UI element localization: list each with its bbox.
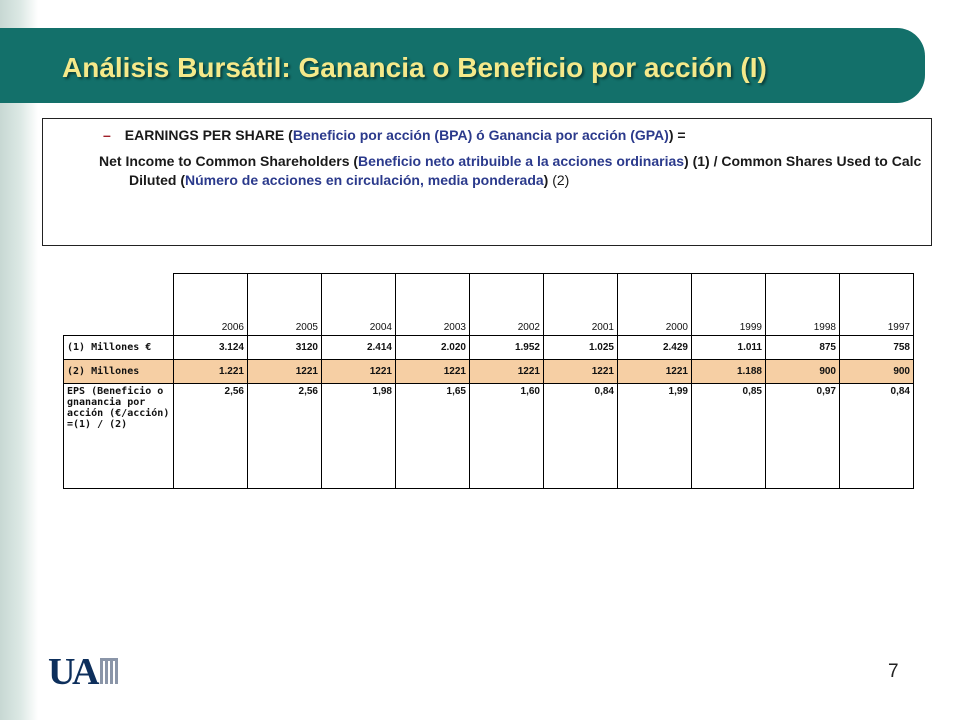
row-label: (1) Millones €	[64, 335, 174, 359]
table-cell: 0,84	[544, 384, 618, 489]
table-cell: 2.429	[618, 335, 692, 359]
table-cell: 1221	[618, 359, 692, 383]
table-row-highlighted	[64, 359, 914, 383]
table-cell: 1.025	[544, 335, 618, 359]
table-cell: 1,98	[322, 384, 396, 489]
shares-ref: (2)	[548, 172, 570, 188]
table-cell: 1.952	[470, 335, 544, 359]
year-header: 1998	[766, 274, 840, 336]
year-header: 2000	[618, 274, 692, 336]
table-header-row	[64, 274, 914, 336]
table-cell: 3.124	[174, 335, 248, 359]
shares-translation: Número de acciones en circulación, media ponderada	[185, 172, 544, 188]
eps-translation: Beneficio por acción (BPA) ó Ganancia por acción (GPA)	[292, 127, 669, 143]
year-header: 2005	[248, 274, 322, 336]
row-label: EPS (Beneficio o gnanancia por acción (€/acción) =(1) / (2)	[64, 384, 174, 489]
table-cell: 1221	[322, 359, 396, 383]
table-cell: 1221	[396, 359, 470, 383]
table-cell: 1221	[248, 359, 322, 383]
uam-logo	[48, 650, 124, 690]
year-header: 2001	[544, 274, 618, 336]
table-cell: 758	[840, 335, 914, 359]
eps-term: EARNINGS PER SHARE (	[124, 127, 293, 143]
svg-text:A: A	[72, 651, 100, 690]
table-cell: 1.011	[692, 335, 766, 359]
table-cell: 1.221	[174, 359, 248, 383]
table-cell: 2,56	[174, 384, 248, 489]
net-income-translation: Beneficio neto atribuible a la acciones ordinarias	[358, 153, 685, 169]
shares-term: ) (1) / Common Shares Used to Calc Diluted (	[129, 153, 922, 188]
table-cell: 1221	[470, 359, 544, 383]
slide-title: Análisis Bursátil: Ganancia o Beneficio por acción (I)	[62, 52, 767, 83]
row-label: (2) Millones	[64, 359, 174, 383]
left-gradient-band	[0, 0, 38, 720]
year-header: 2006	[174, 274, 248, 336]
year-header: 1999	[692, 274, 766, 336]
eps-definition-line	[103, 127, 686, 143]
shares-close-paren: )	[543, 172, 549, 188]
eps-formula-line	[99, 152, 949, 190]
table-cell: 2.020	[396, 335, 470, 359]
table-row	[64, 384, 914, 489]
table-corner-cell	[64, 274, 174, 336]
table-cell: 1,99	[618, 384, 692, 489]
table-cell: 1221	[544, 359, 618, 383]
table-cell: 2,56	[248, 384, 322, 489]
table-cell: 3120	[248, 335, 322, 359]
table-cell: 0,85	[692, 384, 766, 489]
year-header: 2004	[322, 274, 396, 336]
table-row	[64, 335, 914, 359]
year-header: 1997	[840, 274, 914, 336]
table-cell: 875	[766, 335, 840, 359]
page-number: 7	[888, 661, 899, 682]
net-income-term: Net Income to Common Shareholders (	[99, 153, 359, 169]
year-header: 2002	[470, 274, 544, 336]
table-cell: 900	[840, 359, 914, 383]
svg-text:U: U	[48, 651, 76, 690]
table-cell: 1,65	[396, 384, 470, 489]
table-cell: 0,97	[766, 384, 840, 489]
table-cell: 2.414	[322, 335, 396, 359]
eps-equals: ) =	[668, 127, 686, 143]
table-cell: 1,60	[470, 384, 544, 489]
bullet-dash: –	[103, 127, 111, 143]
table-cell: 900	[766, 359, 840, 383]
eps-table	[63, 273, 914, 489]
year-header: 2003	[396, 274, 470, 336]
definition-box	[42, 118, 932, 246]
table-cell: 0,84	[840, 384, 914, 489]
table-cell: 1.188	[692, 359, 766, 383]
